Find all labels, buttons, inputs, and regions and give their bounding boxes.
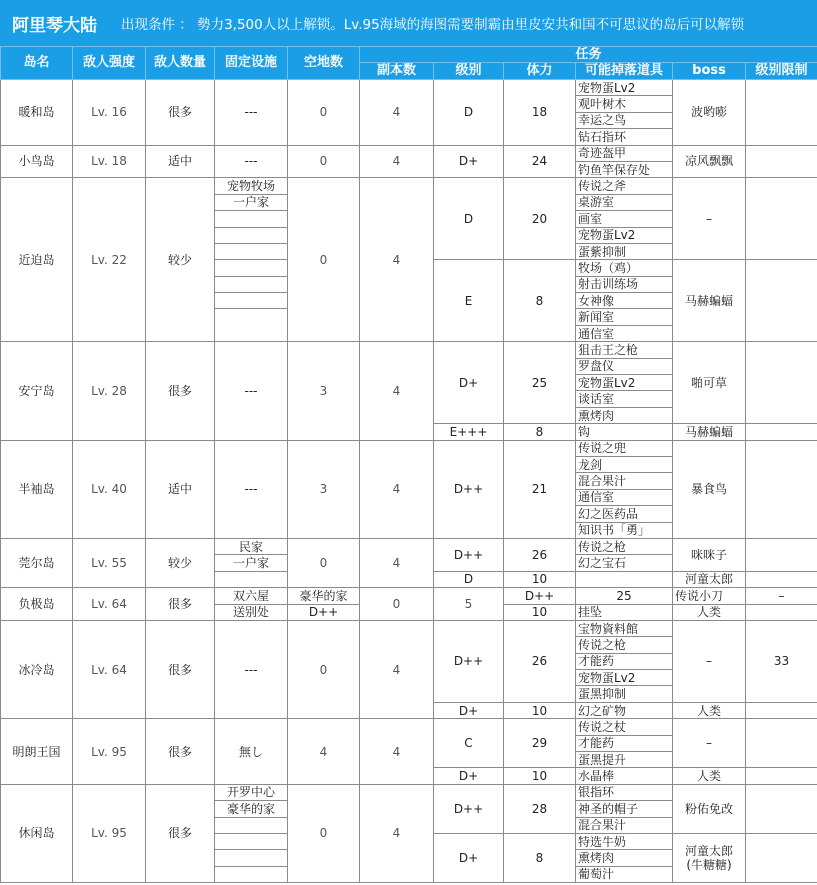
- island-name: 小鸟岛: [1, 145, 73, 178]
- island-name: 莞尔岛: [1, 538, 73, 587]
- mission-stamina: 28: [504, 784, 576, 833]
- drop-item: 传说小刀: [673, 588, 746, 604]
- vacant-count: 0: [288, 145, 360, 178]
- drop-item: 通信室: [576, 325, 673, 341]
- mission-stamina: 20: [504, 178, 576, 260]
- copy-count: 4: [360, 620, 434, 718]
- mission-rank: D: [434, 571, 504, 587]
- facility: ---: [215, 440, 288, 538]
- mission-rank: D++: [434, 784, 504, 833]
- header-missions: 任务: [360, 47, 817, 63]
- island-name: 安宁岛: [1, 342, 73, 440]
- drop-item: 桌游室: [576, 194, 673, 210]
- unlock-condition: 出现条件 ： 勢力3,500人以上解锁。Lv.95海域的海图需要制霸由里皮安共和国不可思议的岛后可以解锁: [121, 17, 745, 33]
- mission-stamina: 8: [504, 833, 576, 882]
- drop-item: 钩: [576, 424, 673, 440]
- level-limit: [746, 80, 817, 146]
- drop-item: [576, 571, 673, 587]
- header-count: 敌人数量: [146, 47, 215, 80]
- facility: 民家: [215, 538, 288, 554]
- drop-item: 传说之枪: [576, 538, 673, 554]
- level-limit: [746, 719, 817, 768]
- drop-item: 葡萄汁: [576, 866, 673, 882]
- drop-item: 射击训练场: [576, 276, 673, 292]
- island-name: 休闲岛: [1, 784, 73, 882]
- facility: [215, 227, 288, 243]
- facility: ---: [215, 342, 288, 440]
- drop-item: 狙击王之枪: [576, 342, 673, 358]
- drop-item: 新闻室: [576, 309, 673, 325]
- mission-stamina: 18: [504, 80, 576, 146]
- boss-name: 河童太郎: [673, 571, 746, 587]
- facility: 一户家: [215, 194, 288, 210]
- drop-item: 特选牛奶: [576, 833, 673, 849]
- drop-item: 幻之医药品: [576, 506, 673, 522]
- facility: [215, 309, 288, 342]
- enemy-strength: Lv. 28: [73, 342, 146, 440]
- mission-rank: D++: [434, 440, 504, 538]
- level-limit: [746, 424, 817, 440]
- facility: [215, 817, 288, 833]
- mission-rank: D++: [504, 588, 576, 604]
- mission-rank: D+: [434, 833, 504, 882]
- table-row: [1, 620, 817, 636]
- drop-item: 宝物資料館: [576, 620, 673, 636]
- drop-item: 钻石指环: [576, 129, 673, 145]
- level-limit: [746, 260, 817, 342]
- facility: 一户家: [215, 555, 288, 571]
- drop-item: 幻之宝石: [576, 555, 673, 571]
- drop-item: 龙剑: [576, 456, 673, 472]
- level-limit: [746, 571, 817, 587]
- copy-count: 4: [360, 440, 434, 538]
- facility: ---: [215, 80, 288, 146]
- table-row: [1, 342, 817, 358]
- drop-item: 传说之枪: [576, 637, 673, 653]
- island-table: [0, 46, 817, 883]
- mission-stamina: 29: [504, 719, 576, 768]
- boss-name: 暴食鸟: [673, 440, 746, 538]
- mission-rank: D: [434, 80, 504, 146]
- level-limit: [746, 768, 817, 784]
- drop-item: 宠物蛋Lv2: [576, 375, 673, 391]
- drop-item: 传说之杖: [576, 719, 673, 735]
- enemy-count: 很多: [146, 342, 215, 440]
- mission-stamina: 10: [504, 571, 576, 587]
- header-boss: boss: [673, 63, 746, 80]
- level-limit: [746, 538, 817, 571]
- mission-stamina: 26: [504, 538, 576, 571]
- facility: [215, 260, 288, 276]
- boss-name: 凉风飘飘: [673, 145, 746, 178]
- drop-item: 通信室: [576, 489, 673, 505]
- facility: 豪华的家: [288, 588, 360, 604]
- facility: [215, 243, 288, 259]
- level-limit: [746, 784, 817, 833]
- drop-item: 传说之兜: [576, 440, 673, 456]
- drop-item: 宠物蛋Lv2: [576, 227, 673, 243]
- drop-item: 幻之矿物: [576, 702, 673, 718]
- island-name: 近迫岛: [1, 178, 73, 342]
- drop-item: 银指环: [576, 784, 673, 800]
- vacant-count: 0: [360, 588, 434, 621]
- vacant-count: 0: [288, 620, 360, 718]
- table-row: [1, 588, 817, 604]
- island-name: 明朗王国: [1, 719, 73, 785]
- header-copies: 副本数: [360, 63, 434, 80]
- mission-rank: D+: [434, 768, 504, 784]
- table-row: [1, 784, 817, 800]
- drop-item: 牧场（鸡）: [576, 260, 673, 276]
- boss-name: 河童太郎 (牛糖糖): [673, 833, 746, 882]
- mission-stamina: 10: [504, 604, 576, 620]
- vacant-count: 3: [288, 342, 360, 440]
- drop-item: 观叶树木: [576, 96, 673, 112]
- drop-item: 混合果汁: [576, 817, 673, 833]
- vacant-count: 0: [288, 178, 360, 342]
- boss-name: 马赫蝙蝠: [673, 424, 746, 440]
- drop-item: 罗盘仪: [576, 358, 673, 374]
- facility: [215, 211, 288, 227]
- facility: ---: [215, 620, 288, 718]
- island-name: 冰冷岛: [1, 620, 73, 718]
- header-stamina: 体力: [504, 63, 576, 80]
- drop-item: 才能药: [576, 735, 673, 751]
- mission-stamina: 10: [504, 702, 576, 718]
- mission-stamina: 24: [504, 145, 576, 178]
- enemy-count: 很多: [146, 80, 215, 146]
- mission-rank: E+++: [434, 424, 504, 440]
- mission-rank: D+: [434, 342, 504, 424]
- mission-stamina: 10: [504, 768, 576, 784]
- copy-count: 5: [434, 588, 504, 621]
- mission-rank: D++: [434, 620, 504, 702]
- level-limit: [746, 145, 817, 178]
- drop-item: 传说之斧: [576, 178, 673, 194]
- boss-name: –: [673, 620, 746, 702]
- header-drops: 可能掉落道具: [576, 63, 673, 80]
- table-row: [1, 440, 817, 456]
- drop-item: 钓鱼竿保存处: [576, 161, 673, 177]
- boss-name: –: [673, 178, 746, 260]
- enemy-count: 适中: [146, 440, 215, 538]
- facility: [215, 866, 288, 882]
- island-name: 负极岛: [1, 588, 73, 621]
- mission-stamina: 8: [504, 260, 576, 342]
- enemy-strength: Lv. 55: [73, 538, 146, 587]
- table-row: [1, 538, 817, 554]
- level-limit: [746, 833, 817, 882]
- facility: 宠物牧场: [215, 178, 288, 194]
- facility: 送别处: [215, 604, 288, 620]
- copy-count: 4: [360, 178, 434, 342]
- copy-count: 4: [360, 342, 434, 440]
- copy-count: 4: [360, 538, 434, 587]
- enemy-count: 较少: [146, 538, 215, 587]
- mission-rank: D++: [288, 604, 360, 620]
- header-level-limit: 级别限制: [746, 63, 817, 80]
- boss-name: –: [746, 588, 817, 604]
- drop-item: 混合果汁: [576, 473, 673, 489]
- page-title: 阿里琴大陆: [12, 15, 97, 36]
- mission-rank: E: [434, 260, 504, 342]
- drop-item: 熏烤肉: [576, 407, 673, 423]
- facility: [215, 833, 288, 849]
- drop-item: 幸运之鸟: [576, 112, 673, 128]
- level-limit: 33: [746, 620, 817, 702]
- enemy-strength: Lv. 95: [73, 784, 146, 882]
- drop-item: 挂坠: [576, 604, 673, 620]
- enemy-strength: Lv. 64: [73, 620, 146, 718]
- drop-item: 蛋黑提升: [576, 752, 673, 768]
- header-strength: 敌人强度: [73, 47, 146, 80]
- drop-item: 谈话室: [576, 391, 673, 407]
- header-rank: 级别: [434, 63, 504, 80]
- enemy-strength: Lv. 64: [73, 588, 146, 621]
- enemy-count: 较少: [146, 178, 215, 342]
- level-limit: [746, 440, 817, 538]
- enemy-strength: Lv. 95: [73, 719, 146, 785]
- drop-item: 熏烤肉: [576, 850, 673, 866]
- table-row: [1, 178, 817, 194]
- mission-rank: D: [434, 178, 504, 260]
- copy-count: 4: [360, 784, 434, 882]
- facility: 双六屋: [215, 588, 288, 604]
- drop-item: 蛋黑抑制: [576, 686, 673, 702]
- boss-name: 波哟嘭: [673, 80, 746, 146]
- facility: 無し: [215, 719, 288, 785]
- vacant-count: 0: [288, 538, 360, 587]
- level-limit: [746, 604, 817, 620]
- mission-stamina: 25: [576, 588, 673, 604]
- mission-rank: D+: [434, 702, 504, 718]
- vacant-count: 0: [288, 80, 360, 146]
- boss-name: 人类: [673, 768, 746, 784]
- facility: 开罗中心: [215, 784, 288, 800]
- vacant-count: 0: [288, 784, 360, 882]
- island-name: 半袖岛: [1, 440, 73, 538]
- boss-name: 人类: [673, 702, 746, 718]
- copy-count: 4: [360, 719, 434, 785]
- drop-item: 蛋紫抑制: [576, 243, 673, 259]
- header-facility: 固定设施: [215, 47, 288, 80]
- enemy-strength: Lv. 22: [73, 178, 146, 342]
- drop-item: 奇迹盔甲: [576, 145, 673, 161]
- drop-item: 女神像: [576, 293, 673, 309]
- mission-stamina: 21: [504, 440, 576, 538]
- facility: [215, 571, 288, 587]
- enemy-strength: Lv. 40: [73, 440, 146, 538]
- mission-stamina: 8: [504, 424, 576, 440]
- drop-item: 宠物蛋Lv2: [576, 670, 673, 686]
- enemy-count: 很多: [146, 784, 215, 882]
- boss-name: 人类: [673, 604, 746, 620]
- header-island: 岛名: [1, 47, 73, 80]
- header-vacant: 空地数: [288, 47, 360, 80]
- boss-name: 粉佑免改: [673, 784, 746, 833]
- enemy-count: 很多: [146, 719, 215, 785]
- level-limit: [746, 178, 817, 260]
- title-banner: [0, 0, 817, 46]
- table-row: [1, 145, 817, 161]
- boss-name: 啪可草: [673, 342, 746, 424]
- vacant-count: 4: [288, 719, 360, 785]
- drop-item: 宠物蛋Lv2: [576, 80, 673, 96]
- level-limit: [746, 342, 817, 424]
- level-limit: [746, 702, 817, 718]
- enemy-count: 很多: [146, 620, 215, 718]
- boss-name: 咪咪子: [673, 538, 746, 571]
- mission-rank: C: [434, 719, 504, 768]
- drop-item: 画室: [576, 211, 673, 227]
- copy-count: 4: [360, 145, 434, 178]
- drop-item: 神圣的帽子: [576, 801, 673, 817]
- enemy-strength: Lv. 16: [73, 80, 146, 146]
- facility: ---: [215, 145, 288, 178]
- enemy-count: 很多: [146, 588, 215, 621]
- mission-rank: D+: [434, 145, 504, 178]
- table-row: [1, 719, 817, 735]
- copy-count: 4: [360, 80, 434, 146]
- drop-item: 才能药: [576, 653, 673, 669]
- drop-item: 知识书「勇」: [576, 522, 673, 538]
- island-name: 暖和岛: [1, 80, 73, 146]
- boss-name: –: [673, 719, 746, 768]
- facility: [215, 276, 288, 292]
- mission-rank: D++: [434, 538, 504, 571]
- mission-stamina: 26: [504, 620, 576, 702]
- mission-stamina: 25: [504, 342, 576, 424]
- facility: [215, 850, 288, 866]
- drop-item: 水晶棒: [576, 768, 673, 784]
- boss-name: 马赫蝙蝠: [673, 260, 746, 342]
- facility: [215, 293, 288, 309]
- enemy-strength: Lv. 18: [73, 145, 146, 178]
- facility: 豪华的家: [215, 801, 288, 817]
- vacant-count: 3: [288, 440, 360, 538]
- enemy-count: 适中: [146, 145, 215, 178]
- table-row: [1, 80, 817, 96]
